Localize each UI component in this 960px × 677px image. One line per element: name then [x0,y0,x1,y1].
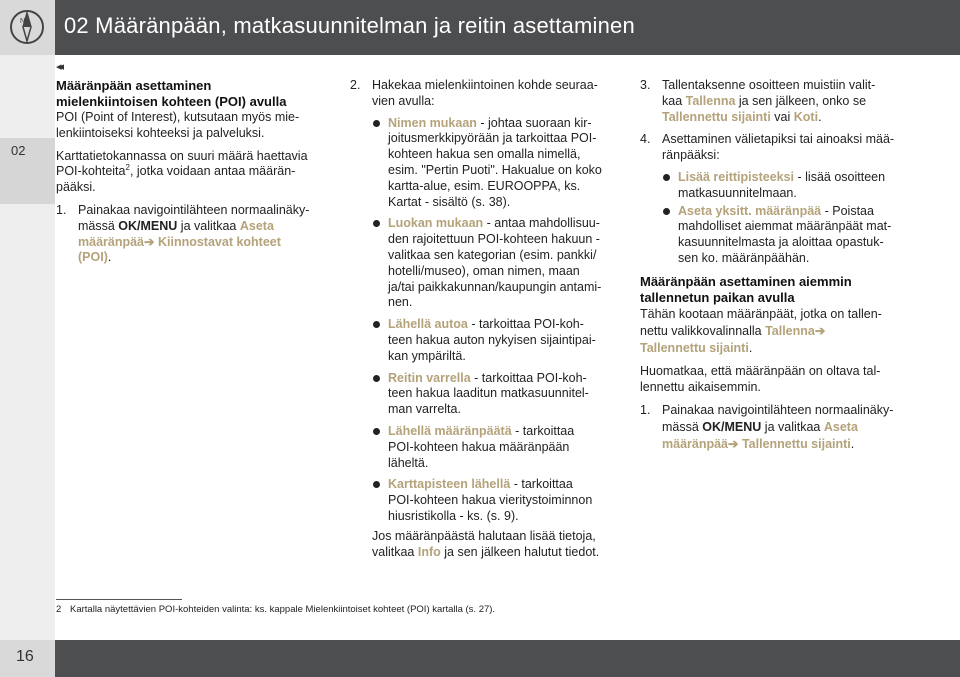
page-number: 16 [16,648,34,665]
compass-logo [0,0,55,55]
chapter-tab [0,138,55,204]
list-item: Reitin varrella - tarkoittaa POI-koh- teen hakua laaditun matkasuunnitel- man varrelta. [372,371,615,418]
intro-text: POI (Point of Interest), kutsutaan myös mie- lenkiintoiseksi kohteeksi ja palveluksi. [56,110,300,140]
column-2 [350,78,615,560]
info-text: Jos määränpäästä halutaan lisää tietoja, valitkaa Info ja sen jälkeen halutut tiedot. [372,528,600,559]
svg-text:N: N [20,18,26,25]
list-item: Nimen mukaan - johtaa suoraan kir- joitusmerkkipyörään ja tarkoittaa POI- kohteen hakua sen omalla nimellä, esim. "Pertin Puoti". Hakualue on koko kartta-alue, esim. EUROOPPA, ks. Kartat - sisältö (s. 38). [372,116,615,211]
list-item: Aseta yksitt. määränpää - Poistaa mahdolliset aiemmat määränpäät mat- kasuunnitelmasta ja aloittaa opastuk- sen ko. määränpäähän. [662,204,905,267]
column-1 [56,78,321,266]
saved-intro-text: Tähän kootaan määränpäät, jotka on tallen- nettu valikkovalinnalla Tallenna➔ Tallennettu sijainti. [640,306,882,355]
step-2: 2. Hakekaa mielenkiintoinen kohde seuraa- vien avulla: [350,78,598,108]
list-item: Lähellä autoa - tarkoittaa POI-koh- teen hakua auton nykyisen sijaintipai- kan ympäriltä. [372,317,615,364]
footnote-ref[interactable]: 2 [125,163,130,173]
step-4: 4. Asettaminen välietapiksi tai ainoaksi mää- ränpääksi: Lisää reittipisteeksi - lisää osoitteen matkasuunnitelmaan. Aseta yksitt. määränpää - Poistaa mahdolliset aiemmat määränpäät mat- kasuunnitelmasta ja aloittaa opastuk- sen ko. määränpäähän. [640,132,905,266]
list-item: Luokan mukaan - antaa mahdollisuu- den rajoitettuun POI-kohteen hakuun - valitkaa sen kategorian (esim. pankki/ hotelli/museo), oman nimen, maan ja/tai paikkakunnan/kaupungin antami- nen. [372,216,615,311]
chapter-number: 02 [11,143,26,158]
list-item: Lisää reittipisteeksi - lisää osoitteen matkasuunnitelmaan. [662,170,905,202]
step-1: 1. Painakaa navigointilähteen normaalinäky- mässä OK/MENU ja valitkaa Aseta määränpää➔ Kiinnostavat kohteet (POI). [56,202,310,265]
column-3 [640,78,905,453]
section-heading-saved: Määränpään asettaminen aiemmin tallennetun paikan avulla [640,273,852,305]
footnote: 2 Kartalla näytettävien POI-kohteiden valinta: ks. kappale Mielenkiintoiset kohteet (POI) kartalla (s. 27). [56,604,496,615]
page-title: 02 Määränpään, matkasuunnitelman ja reitin asettaminen [64,13,635,38]
poi-db-text: Karttatietokannassa on suuri määrä haettavia POI-kohteita$^2$, jotka voidaan antaa määrän- pääksi. [56,148,308,195]
compass-icon [8,8,46,46]
list-item: Lähellä määränpäätä - tarkoittaa POI-kohteen hakua määränpään läheltä. [372,424,615,471]
step-3: 3. Tallentaksenne osoitteen muistiin valit- kaa Tallenna ja sen jälkeen, onko se Tallennettu sijainti vai Koti. [640,78,876,124]
back-arrows-icon[interactable]: ◂◂ [56,61,62,73]
note-text: Huomatkaa, että määränpään on oltava tal- lennettu aikaisemmin. [640,363,881,394]
list-item: Karttapisteen lähellä - tarkoittaa POI-kohteen hakua vieritystoiminnon hiusristikolla - ks. (s. 9). [372,477,615,524]
section-heading-poi: Määränpään asettaminen mielenkiintoisen kohteen (POI) avulla [56,78,287,109]
page-footer [0,640,960,677]
footnote-divider [56,599,182,600]
saved-step-1: 1. Painakaa navigointilähteen normaalinäky- mässä OK/MENU ja valitkaa Aseta määränpää➔ Tallennettu sijainti. [640,403,894,452]
